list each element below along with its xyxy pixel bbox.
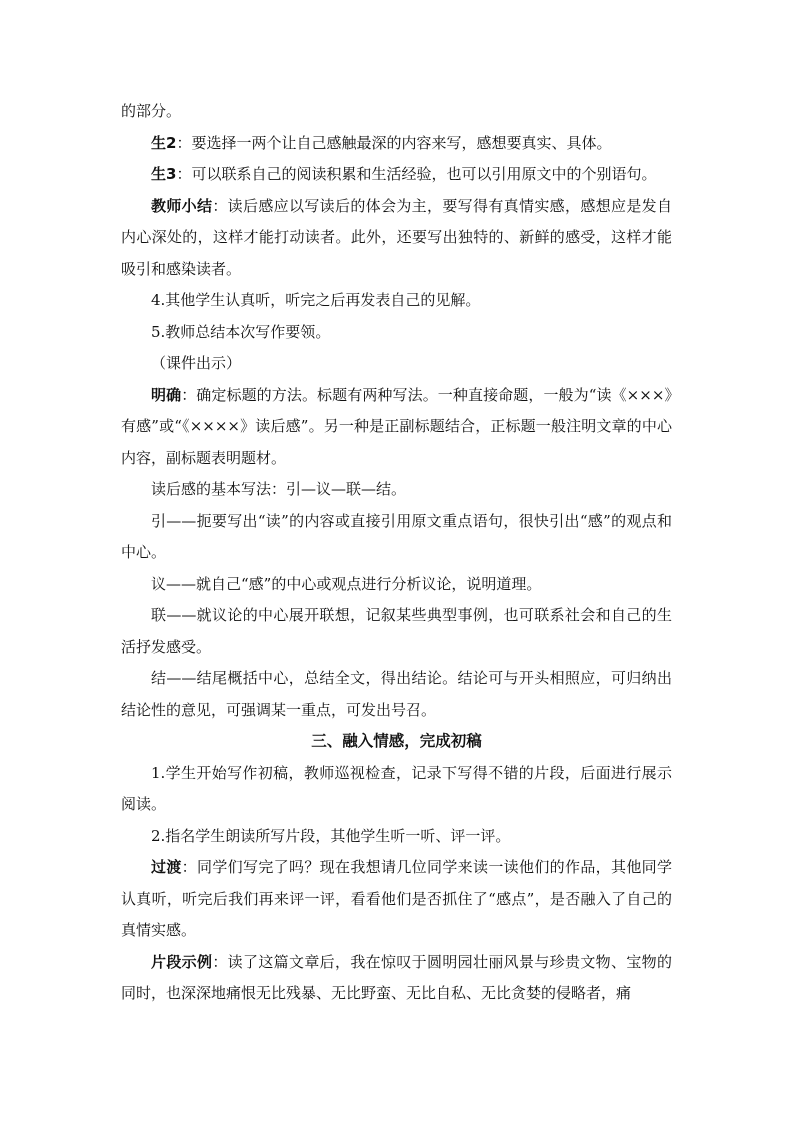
paragraph-text: 的部分。 [121,102,182,120]
paragraph [121,380,672,475]
paragraph [121,96,672,128]
paragraph [121,569,672,601]
speaker-label: 生3 [151,165,177,183]
paragraph-text: ：可以联系自己的阅读积累和生活经验，也可以引用原文中的个别语句。 [176,165,657,183]
paragraph [121,852,672,947]
transition-label: 过渡 [151,858,182,876]
paragraph-text: 议——就自己“感”的中心或观点进行分析议论，说明道理。 [151,574,542,593]
document-body [121,96,672,1010]
paragraph-text: 2.指名学生朗读所写片段，其他学生听一听、评一评。 [151,826,511,845]
paragraph [121,821,672,853]
paragraph [121,348,672,380]
paragraph [121,285,672,317]
paragraph [121,474,672,506]
paragraph [121,506,672,569]
clarification-label: 明确 [151,385,182,404]
paragraph-text: 结——结尾概括中心，总结全文，得出结论。结论可与开头相照应，可归纳出结论性的意见，可强调某一重点，可发出号召。 [121,669,672,719]
speaker-label: 生2 [151,133,177,152]
paragraph-text: ：要选择一两个让自己感触最深的内容来写，感想要真实、具体。 [176,133,612,152]
example-label: 片段示例 [151,952,213,971]
paragraph-text: 联——就议论的中心展开联想，记叙某些典型事例，也可联系社会和自己的生活抒发感受。 [121,606,672,656]
paragraph-text: 读后感的基本写法：引—议—联—结。 [151,480,407,498]
paragraph [121,947,672,1010]
section-heading: 三、融入情感，完成初稿 [311,732,482,750]
paragraph-text: （课件出示） [151,354,242,372]
paragraph [121,663,672,726]
paragraph [121,191,672,286]
paragraph-text: ：读后感应以写读后的体会为主，要写得有真情实感，感想应是发自内心深处的，这样才能打动读者。此外，还要写出独特的、新鲜的感受，这样才能吸引和感染读者。 [121,196,672,278]
paragraph-text: 5.教师总结本次写作要领。 [151,322,331,341]
paragraph-text: ：确定标题的方法。标题有两种写法。一种直接命题，一般为“读《×××》有感”或“《××××》读后感”。另一种是正副标题结合，正标题一般注明文章的中心内容，副标题表明题材。 [121,385,672,467]
paragraph-text: 引——扼要写出“读”的内容或直接引用原文重点语句，很快引出“感”的观点和中心。 [121,511,672,561]
paragraph-text: 1.学生开始写作初稿，教师巡视检查，记录下写得不错的片段，后面进行展示阅读。 [121,763,672,813]
paragraph-text: ：同学们写完了吗？现在我想请几位同学来读一读他们的作品，其他同学认真听，听完后我们再来评一评，看看他们是否抓住了“感点”，是否融入了自己的真情实感。 [121,858,672,939]
teacher-summary-label: 教师小结 [151,196,213,215]
paragraph-text: ：读了这篇文章后，我在惊叹于圆明园壮丽风景与珍贵文物、宝物的同时，也深深地痛恨无比残暴、无比野蛮、无比自私、无比贪婪的侵略者，痛 [121,952,672,1002]
paragraph-text: 4.其他学生认真听，听完之后再发表自己的见解。 [151,291,481,309]
paragraph [121,600,672,663]
paragraph [121,758,672,821]
paragraph [121,159,672,191]
paragraph [121,317,672,349]
paragraph [121,128,672,160]
